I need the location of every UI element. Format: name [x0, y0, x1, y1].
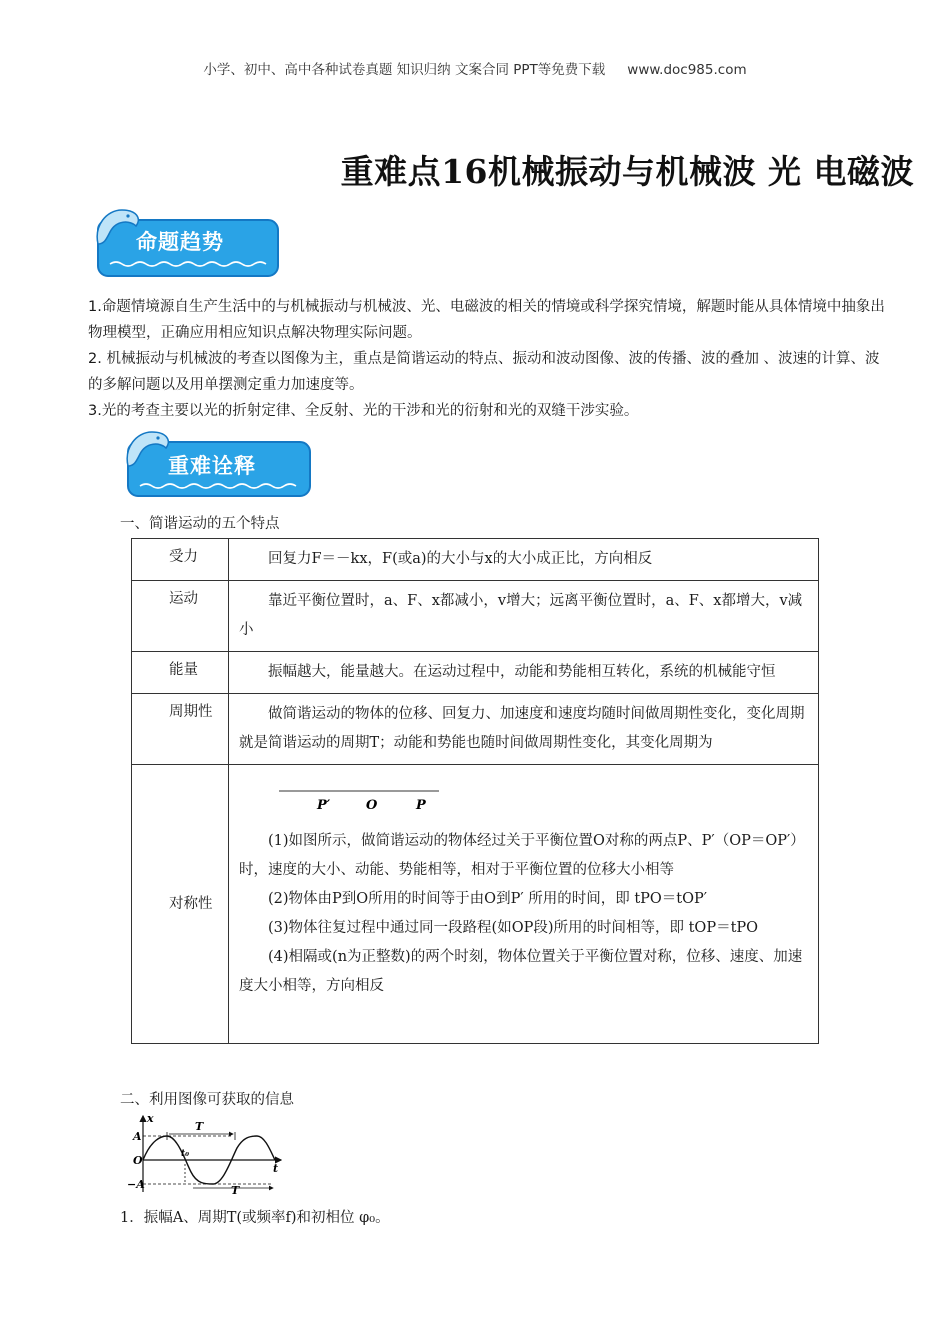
symmetry-line-2: (2)物体由P到O所用的时间等于由O到P′ 所用的时间，即 tPO＝tOP′: [268, 891, 708, 907]
table-row: [132, 581, 819, 652]
explain-badge-label: 重难诠释: [168, 454, 256, 478]
header-text: 小学、初中、高中各种试卷真题 知识归纳 文案合同 PPT等免费下载: [203, 62, 606, 78]
table-row: [132, 765, 819, 1044]
row-key: 能量: [132, 652, 229, 694]
table-row: [132, 652, 819, 694]
row-value: 靠近平衡位置时，a、F、x都减小，v增大；远离平衡位置时，a、F、x都增大，v减小: [229, 581, 819, 652]
row-key: 运动: [132, 581, 229, 652]
amp-label: A: [133, 1130, 142, 1143]
row-value: 振幅越大，能量越大。在运动过程中，动能和势能相互转化，系统的机械能守恒: [229, 652, 819, 694]
label-p: P: [416, 798, 426, 813]
axis-x-label: x: [147, 1112, 154, 1125]
trend-paragraph-3: 3.光的考查主要以光的折射定律、全反射、光的干涉和光的衍射和光的双缝干涉实验。: [88, 403, 639, 419]
table-row: [132, 539, 819, 581]
period-top-label: T: [195, 1120, 204, 1133]
row-value: [229, 765, 819, 1044]
header-url[interactable]: www.doc985.com: [627, 62, 747, 78]
trend-paragraph-1: 1.命题情境源自生产生活中的与机械振动与机械波、光、电磁波的相关的情境或科学探究情境，解题时能从具体情境中抽象出物理模型，正确应用相应知识点解决物理实际问题。: [88, 299, 885, 341]
symmetry-line-4: (4)相隔或(n为正整数)的两个时刻，物体位置关于平衡位置对称，位移、速度、加速度大小相等，方向相反: [239, 949, 803, 994]
axis-t-label: t: [273, 1162, 279, 1175]
period-bottom-label: T: [231, 1184, 240, 1197]
label-p-prime: P′: [317, 798, 331, 813]
trend-paragraph-2: 2. 机械振动与机械波的考查以图像为主，重点是简谐运动的特点、振动和波动图像、波的传播、波的叠加 、波速的计算、波的多解问题以及用单摆测定重力加速度等。: [88, 351, 880, 393]
row-key: 周期性: [132, 694, 229, 765]
symmetry-figure: [239, 785, 810, 827]
trend-badge: [92, 204, 280, 278]
info-item-1: 1．振幅A、周期T(或频率f)和初相位 φ₀。: [120, 1210, 390, 1226]
section-heading-2: 二、利用图像可获取的信息: [120, 1092, 294, 1108]
sine-wave-figure: [127, 1112, 293, 1197]
trend-badge-label: 命题趋势: [136, 230, 224, 254]
row-value: 回复力F＝－kx，F(或a)的大小与x的大小成正比，方向相反: [229, 539, 819, 581]
table-row: [132, 694, 819, 765]
symmetry-line-1: (1)如图所示，做简谐运动的物体经过关于平衡位置O对称的两点P、P′（OP＝OP′）时，速度的大小、动能、势能相等，相对于平衡位置的位移大小相等: [239, 833, 805, 878]
section-heading-1: 一、简谐运动的五个特点: [120, 516, 280, 532]
neg-amp-label: −A: [127, 1178, 145, 1191]
row-value: 做简谐运动的物体的位移、回复力、加速度和速度均随时间做周期性变化，变化周期就是简谐运动的周期T；动能和势能也随时间做周期性变化，其变化周期为: [229, 694, 819, 765]
symmetry-line-3: (3)物体往复过程中通过同一段路程(如OP段)所用的时间相等，即 tOP＝tPO: [268, 920, 759, 936]
site-header: [0, 58, 950, 78]
origin-label: O: [133, 1154, 143, 1167]
explain-badge: [122, 428, 312, 498]
shm-features-table: [131, 538, 819, 1044]
row-key: 受力: [132, 539, 229, 581]
t0-label: t₀: [181, 1149, 190, 1159]
label-o: O: [366, 798, 378, 813]
page-title: 重难点16机械振动与机械波 光 电磁波: [340, 152, 914, 191]
row-key: 对称性: [132, 765, 229, 1044]
